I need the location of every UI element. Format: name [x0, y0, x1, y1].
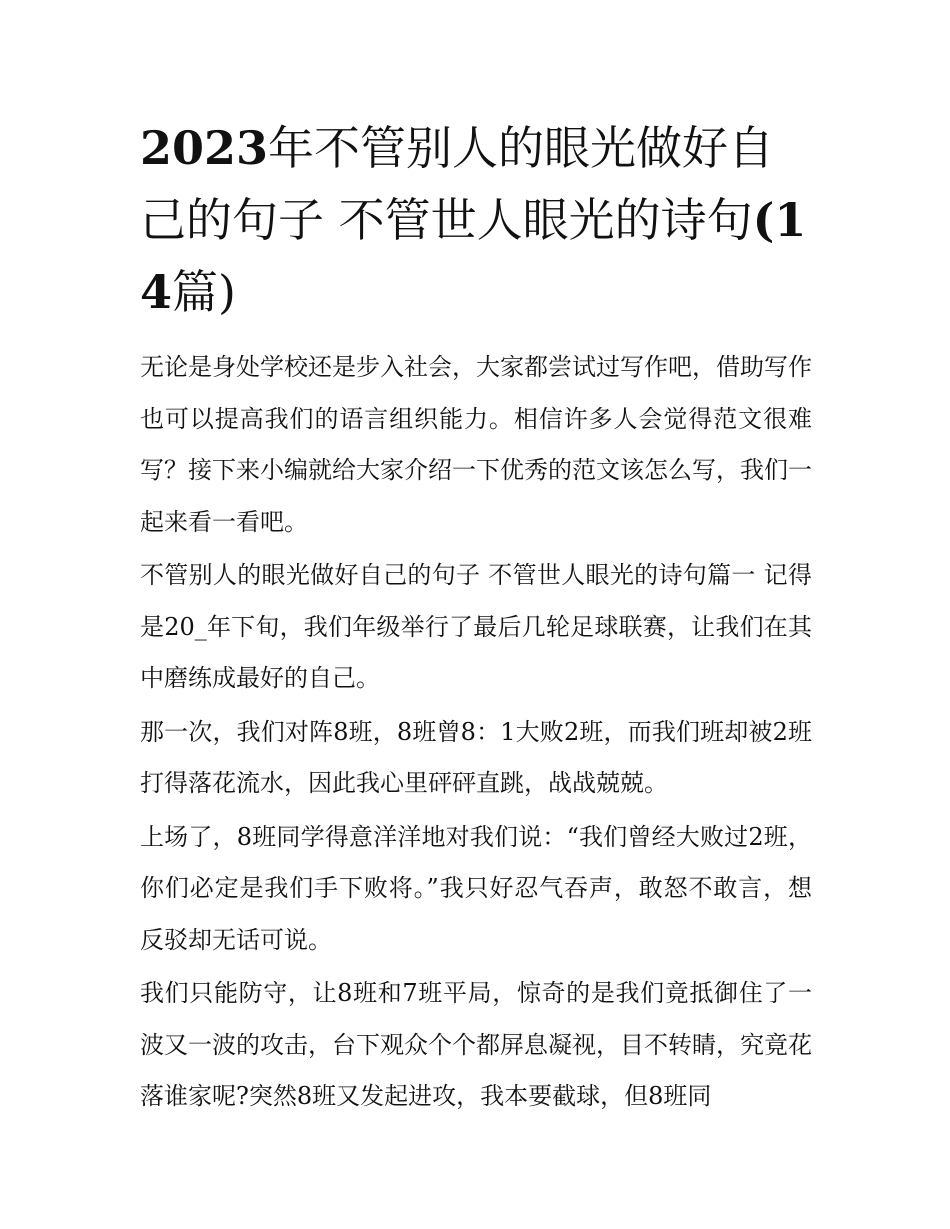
document-page: [140, 112, 812, 1125]
title-year: 2023: [140, 121, 269, 175]
document-title: [140, 112, 812, 328]
body-paragraph: 不管别人的眼光做好自己的句子 不管世人眼光的诗句篇一 记得是20_年下旬，我们年级举行了最后几轮足球联赛，让我们在其中磨练成最好的自己。: [140, 561, 812, 692]
body-paragraph: 我们只能防守，让8班和7班平局，惊奇的是我们竟抵御住了一波又一波的攻击，台下观众个个都屏息凝视，目不转睛，究竟花落谁家呢?突然8班又发起进攻，我本要截球，但8班同: [140, 979, 812, 1110]
title-count: (14: [140, 193, 807, 319]
intro-paragraph: 无论是身处学校还是步入社会，大家都尝试过写作吧，借助写作也可以提高我们的语言组织能力。相信许多人会觉得范文很难写？接下来小编就给大家介绍一下优秀的范文该怎么写，我们一起来看一看吧。: [140, 353, 812, 536]
body-paragraph: 上场了，8班同学得意洋洋地对我们说：“我们曾经大败过2班，你们必定是我们手下败将。”我只好忍气吞声，敢怒不敢言，想反驳却无话可说。: [140, 822, 812, 954]
title-text: 年不管别人的眼光做好自己的句子 不管世人眼光的诗句: [140, 121, 775, 247]
body-paragraph: 那一次，我们对阵8班，8班曾8：1大败2班，而我们班却被2班打得落花流水，因此我心里砰砰直跳，战战兢兢。: [140, 717, 812, 797]
title-suffix: 篇): [172, 265, 236, 319]
